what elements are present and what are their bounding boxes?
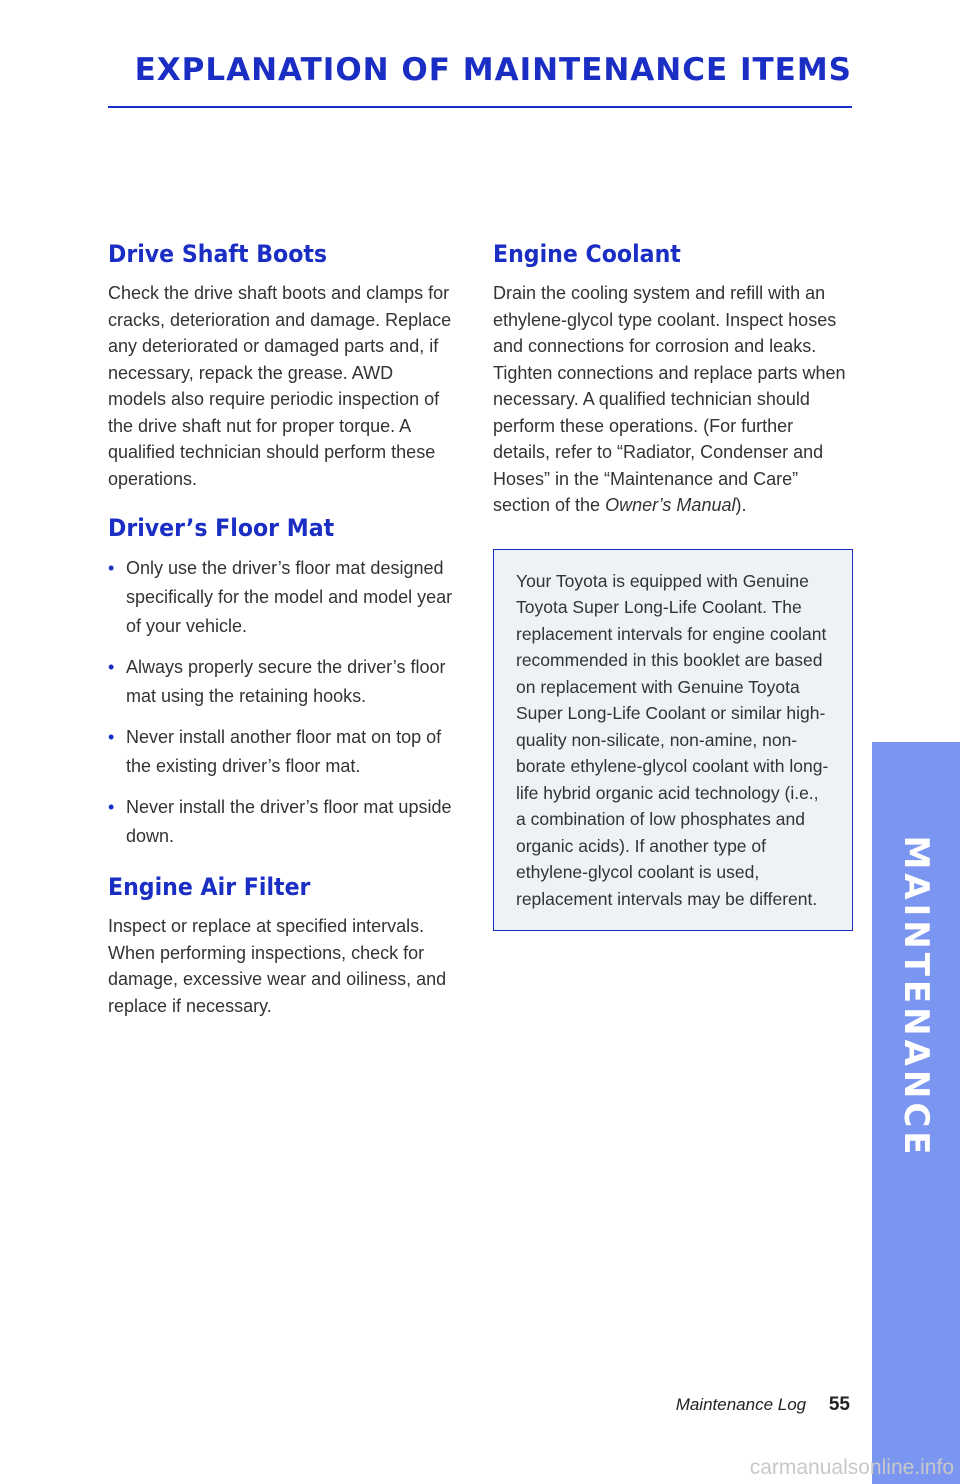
heading-floor-mat: Driver’s Floor Mat [108, 514, 335, 542]
list-item: • Never install another floor mat on top of the existing driver’s floor mat. [108, 723, 453, 781]
header-divider [108, 106, 852, 108]
list-item: • Always properly secure the driver’s floor mat using the retaining hooks. [108, 653, 453, 711]
coolant-note-text: Your Toyota is equipped with Genuine Toyota Super Long-Life Coolant. The replacement intervals for engine coolant recommended in this booklet are based on replacement with Genuine Toyota Super Long-Life Coolant or similar high-quality non-silicate, non-amine, non-borate ethylene-glycol coolant with long-life hybrid organic acid technology (i.e., a combination of low phosphates and organic acids). If another type of ethylene-glycol coolant is used, replacement intervals may be different. [516, 570, 829, 909]
bullet-icon: • [108, 797, 115, 817]
floor-mat-bullet-list [108, 554, 453, 851]
bullet-icon: • [108, 657, 115, 677]
owners-manual-reference: Owner’s Manual [605, 495, 736, 515]
coolant-note-box [493, 549, 853, 932]
bullet-icon: • [108, 558, 115, 578]
section-floor-mat [108, 514, 453, 851]
right-column [493, 240, 853, 931]
list-item: • Only use the driver’s floor mat designed specifically for the model and model year of your vehicle. [108, 554, 453, 641]
section-engine-air-filter [108, 873, 453, 1019]
side-tab-label: MAINTENANCE [896, 835, 936, 1159]
side-tab-label-container [872, 742, 960, 1484]
text-engine-air-filter: Inspect or replace at specified intervals. When performing inspections, check for damage, excessive wear and oiliness, and replace if necessary. [108, 916, 447, 1016]
page-number: 55 [828, 1394, 850, 1415]
page-footer [676, 1394, 850, 1416]
bullet-icon: • [108, 727, 115, 747]
section-drive-shaft-boots [108, 240, 453, 492]
heading-engine-coolant: Engine Coolant [493, 240, 681, 268]
text-engine-coolant: Drain the cooling system and refill with an ethylene-glycol type coolant. Inspect hoses and connections for corrosion and leaks. Tighten connections and replace parts when necessary. A qualified technician should perform these operations. (For further details, refer to “Radiator, Condenser and Hoses” in the “Maintenance and Care” section of the Owner’s Manual). [493, 283, 846, 515]
left-column [108, 240, 453, 1041]
page-title: EXPLANATION OF MAINTENANCE ITEMS [134, 52, 852, 88]
footer-log-label: Maintenance Log [675, 1395, 807, 1414]
watermark: carmanualsonline.info [749, 1456, 954, 1479]
section-engine-coolant [493, 240, 853, 519]
text-drive-shaft-boots: Check the drive shaft boots and clamps for cracks, deterioration and damage. Replace any deteriorated or damaged parts and, if necessary, repack the grease. AWD models also require periodic inspection of the drive shaft nut for proper torque. A qualified technician should perform these operations. [108, 283, 452, 489]
heading-engine-air-filter: Engine Air Filter [108, 873, 311, 901]
heading-drive-shaft-boots: Drive Shaft Boots [108, 240, 328, 268]
list-item: • Never install the driver’s floor mat upside down. [108, 793, 453, 851]
